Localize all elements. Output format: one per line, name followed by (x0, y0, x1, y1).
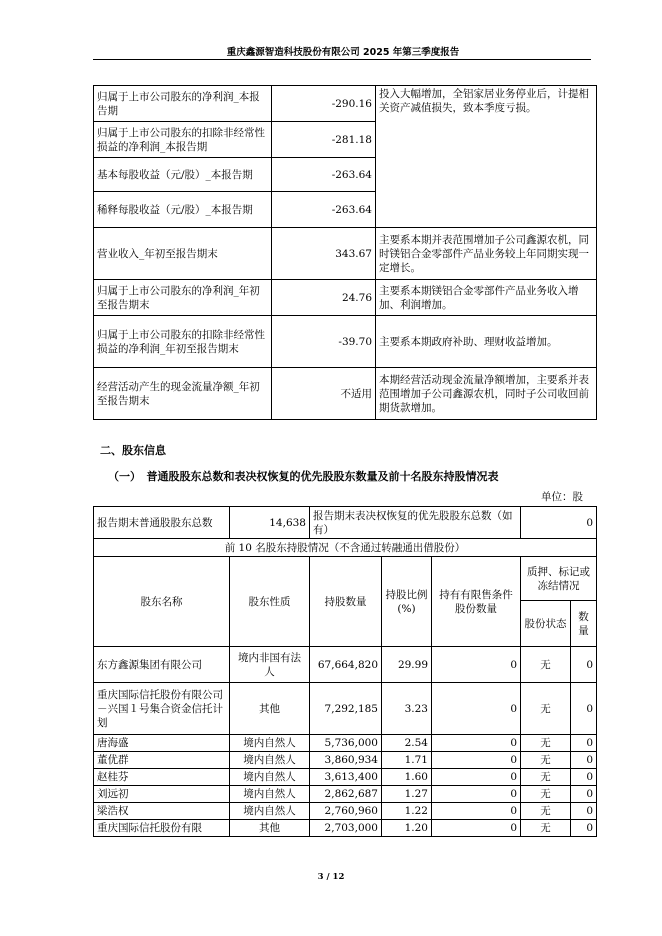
holder-shares: 7,292,185 (310, 683, 382, 735)
table-row (94, 228, 597, 280)
table-row (94, 735, 597, 752)
row-value: 24.76 (272, 280, 376, 316)
change-reason-table (93, 85, 597, 420)
total-holders-label: 报告期末普通股股东总数 (94, 507, 230, 539)
holder-ratio: 1.60 (382, 769, 432, 786)
row-value: -263.64 (272, 158, 376, 192)
holder-shares: 2,760,960 (310, 803, 382, 820)
row-label: 归属于上市公司股东的扣除非经常性损益的净利润_本报告期 (94, 122, 272, 158)
holder-name: 重庆国际信托股份有限 (94, 820, 230, 837)
holder-nature: 境内自然人 (230, 803, 310, 820)
header-row (94, 557, 597, 601)
holder-qty: 0 (571, 647, 597, 683)
col-header-pledge: 质押、标记或冻结情况 (521, 557, 597, 601)
holder-shares: 5,736,000 (310, 735, 382, 752)
table-row (94, 769, 597, 786)
row-value: 343.67 (272, 228, 376, 280)
row-value: 不适用 (272, 368, 376, 420)
holder-ratio: 1.20 (382, 820, 432, 837)
col-header-nature: 股东性质 (230, 557, 310, 647)
header-rule (93, 59, 591, 60)
holder-qty: 0 (571, 820, 597, 837)
holder-status: 无 (521, 786, 571, 803)
holder-restricted: 0 (432, 820, 521, 837)
holder-status: 无 (521, 752, 571, 769)
holder-restricted: 0 (432, 683, 521, 735)
top10-title-row (94, 539, 597, 557)
holder-restricted: 0 (432, 647, 521, 683)
holder-status: 无 (521, 647, 571, 683)
holder-qty: 0 (571, 683, 597, 735)
col-header-qty: 数量 (571, 601, 597, 647)
holder-shares: 3,860,934 (310, 752, 382, 769)
subsection-title: （一） 普通股股东总数和表决权恢复的优先股股东数量及前十名股东持股情况表 (108, 470, 499, 483)
holder-restricted: 0 (432, 752, 521, 769)
table-row (94, 86, 597, 122)
holder-nature: 境内自然人 (230, 769, 310, 786)
row-label: 归属于上市公司股东的净利润_年初至报告期末 (94, 280, 272, 316)
holder-name: 唐海盛 (94, 735, 230, 752)
holder-status: 无 (521, 803, 571, 820)
holder-name: 刘远初 (94, 786, 230, 803)
page-header: 重庆鑫源智造科技股份有限公司 2025 年第三季度报告 (226, 47, 460, 58)
row-reason: 本期经营活动现金流量净额增加，主要系并表范围增加子公司鑫源农机，同时子公司收回前期货款增加。 (376, 368, 597, 420)
row-reason: 主要系本期政府补助、理财收益增加。 (376, 316, 597, 368)
holder-restricted: 0 (432, 803, 521, 820)
holder-nature: 其他 (230, 820, 310, 837)
col-header-shares: 持股数量 (310, 557, 382, 647)
merged-reason: 投入大幅增加，全铝家居业务停业后，计提相关资产减值损失，致本季度亏损。 (376, 86, 597, 228)
holder-nature: 境内非国有法人 (230, 647, 310, 683)
holder-ratio: 1.71 (382, 752, 432, 769)
holder-status: 无 (521, 769, 571, 786)
holder-nature: 境内自然人 (230, 735, 310, 752)
holder-nature: 境内自然人 (230, 752, 310, 769)
row-reason: 主要系本期镁铝合金零部件产品业务收入增加、利润增加。 (376, 280, 597, 316)
pref-holders-value: 0 (521, 507, 597, 539)
top10-title: 前 10 名股东持股情况（不含通过转融通出借股份） (94, 539, 597, 557)
table-row (94, 786, 597, 803)
row-value: -290.16 (272, 86, 376, 122)
holder-status: 无 (521, 735, 571, 752)
holder-restricted: 0 (432, 735, 521, 752)
holder-ratio: 29.99 (382, 647, 432, 683)
table-row (94, 820, 597, 837)
holder-qty: 0 (571, 786, 597, 803)
table-row (94, 752, 597, 769)
holder-ratio: 1.27 (382, 786, 432, 803)
holder-shares: 67,664,820 (310, 647, 382, 683)
shareholder-table (93, 506, 597, 837)
table-row (94, 368, 597, 420)
holder-shares: 2,703,000 (310, 820, 382, 837)
page-number: 3 / 12 (317, 872, 345, 882)
total-holders-value: 14,638 (230, 507, 310, 539)
row-label: 归属于上市公司股东的净利润_本报告期 (94, 86, 272, 122)
row-label: 经营活动产生的现金流量净额_年初至报告期末 (94, 368, 272, 420)
holder-name: 重庆国际信托股份有限公司－兴国１号集合资金信托计划 (94, 683, 230, 735)
holder-status: 无 (521, 683, 571, 735)
col-header-name: 股东名称 (94, 557, 230, 647)
table-row (94, 647, 597, 683)
holder-name: 赵桂芬 (94, 769, 230, 786)
row-value: -281.18 (272, 122, 376, 158)
row-label: 归属于上市公司股东的扣除非经常性损益的净利润_年初至报告期末 (94, 316, 272, 368)
holder-shares: 3,613,400 (310, 769, 382, 786)
holder-nature: 境内自然人 (230, 786, 310, 803)
col-header-restricted: 持有有限售条件股份数量 (432, 557, 521, 647)
holder-name: 梁浩权 (94, 803, 230, 820)
row-label: 营业收入_年初至报告期末 (94, 228, 272, 280)
holder-restricted: 0 (432, 786, 521, 803)
holder-qty: 0 (571, 803, 597, 820)
table-row (94, 316, 597, 368)
holder-qty: 0 (571, 769, 597, 786)
holder-ratio: 2.54 (382, 735, 432, 752)
row-reason: 主要系本期并表范围增加子公司鑫源农机，同时镁铝合金零部件产品业务较上年同期实现一定增长。 (376, 228, 597, 280)
holder-qty: 0 (571, 752, 597, 769)
row-label: 稀释每股收益（元/股）_本报告期 (94, 192, 272, 228)
holder-status: 无 (521, 820, 571, 837)
holder-name: 董优群 (94, 752, 230, 769)
unit-label: 单位：股 (541, 491, 583, 503)
row-label: 基本每股收益（元/股）_本报告期 (94, 158, 272, 192)
table-row (94, 803, 597, 820)
pref-holders-label: 报告期末表决权恢复的优先股股东总数（如有） (310, 507, 521, 539)
table-row (94, 683, 597, 735)
holder-nature: 其他 (230, 683, 310, 735)
summary-row (94, 507, 597, 539)
col-header-status: 股份状态 (521, 601, 571, 647)
holder-qty: 0 (571, 735, 597, 752)
table-row (94, 280, 597, 316)
row-value: -39.70 (272, 316, 376, 368)
holder-name: 东方鑫源集团有限公司 (94, 647, 230, 683)
row-value: -263.64 (272, 192, 376, 228)
holder-restricted: 0 (432, 769, 521, 786)
section-title: 二、股东信息 (100, 444, 166, 457)
holder-ratio: 3.23 (382, 683, 432, 735)
col-header-ratio: 持股比例(%) (382, 557, 432, 647)
holder-shares: 2,862,687 (310, 786, 382, 803)
holder-ratio: 1.22 (382, 803, 432, 820)
